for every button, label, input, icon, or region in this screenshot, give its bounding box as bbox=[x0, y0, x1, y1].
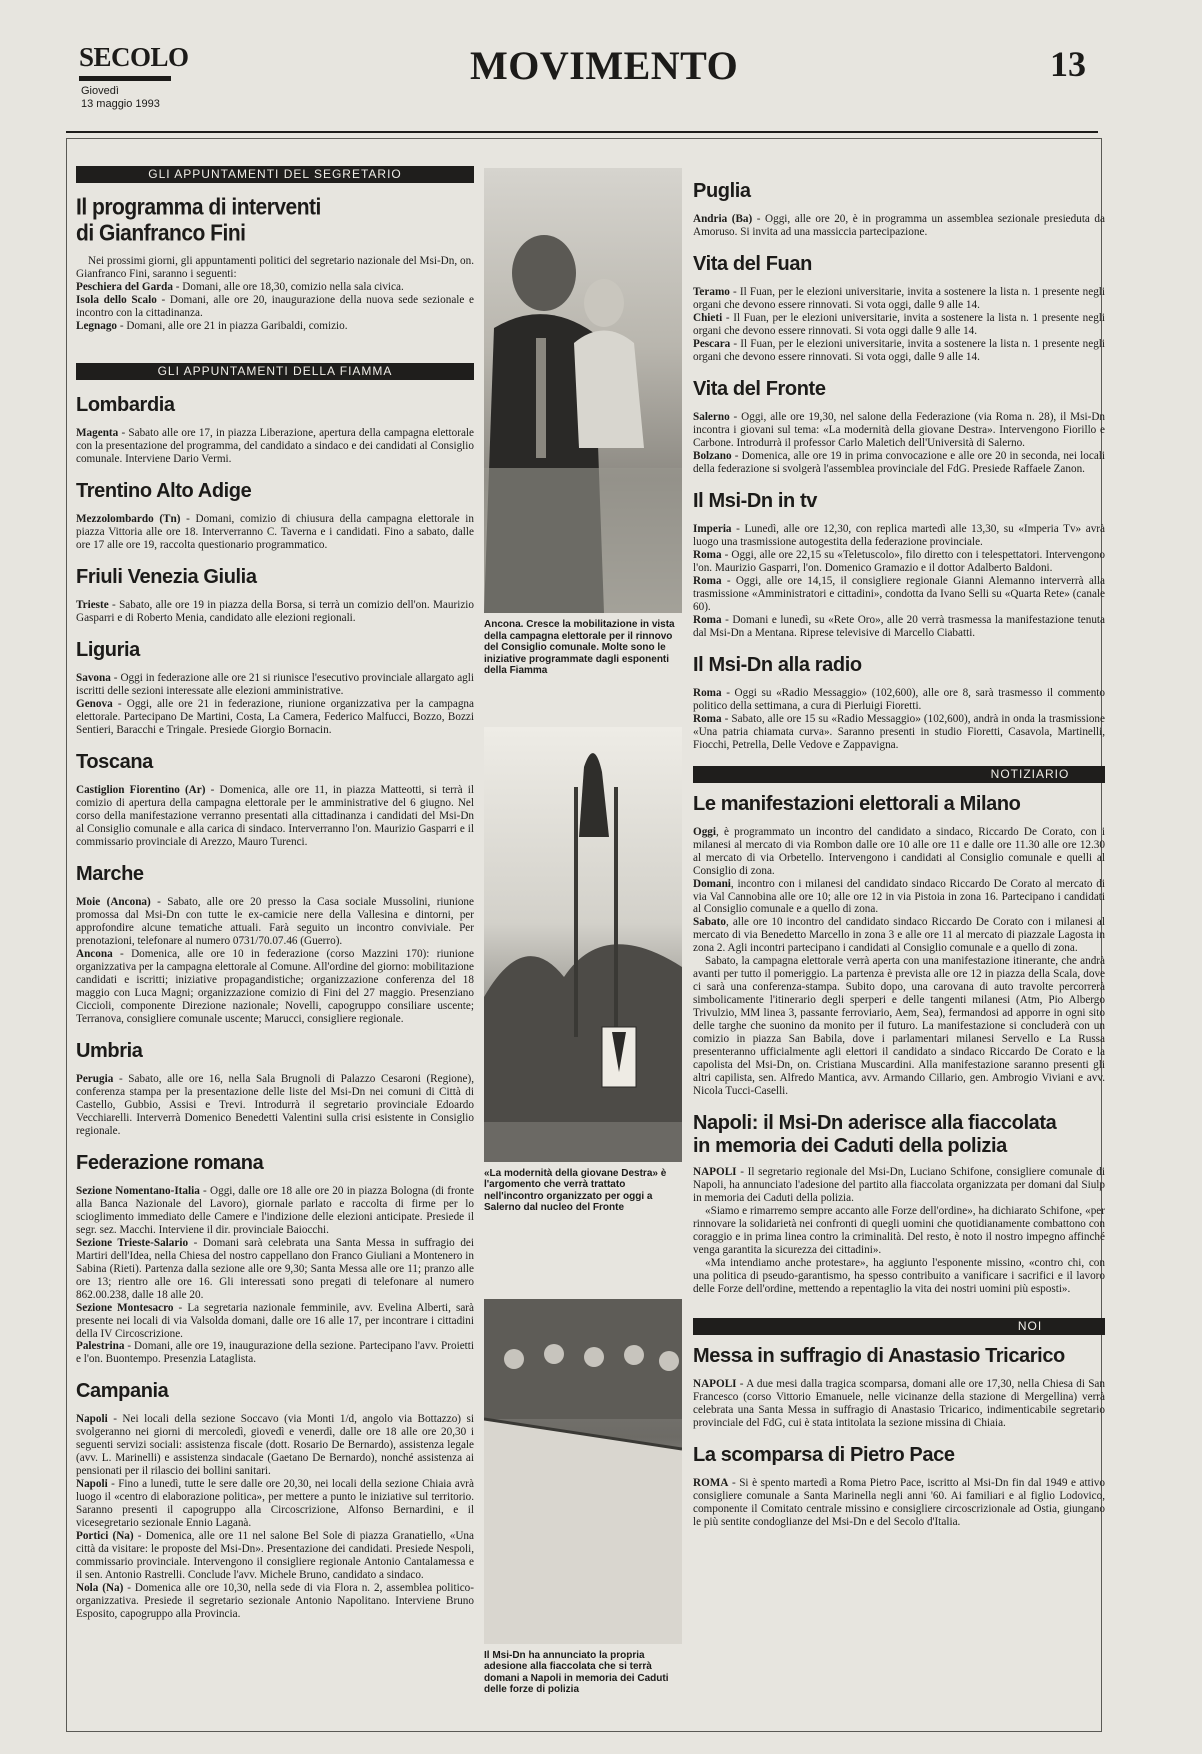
notice-item bbox=[76, 1582, 474, 1621]
notice-lead: Peschiera del Garda bbox=[76, 281, 173, 294]
band-noi bbox=[693, 1318, 1105, 1335]
notice-item bbox=[76, 1530, 474, 1582]
notice-lead: Roma bbox=[693, 548, 722, 561]
notice-item bbox=[76, 1237, 474, 1302]
band-fiamma: GLI APPUNTAMENTI DELLA FIAMMA bbox=[76, 363, 474, 380]
notice-text: - Fino a lunedì, tutte le sere dalle ore 20,30, nei locali della sezione Chiaia avrà luogo il «centro di elaborazione politica», per mettere a punto le iniziative sul territorio. Saranno presenti il capogruppo alla Circoscrizione, Alfonso Bernardini, e il vicesegretario sezionale Ennio Laganà. bbox=[76, 1478, 474, 1530]
notice-item bbox=[693, 312, 1105, 338]
notice-lead: Roma bbox=[693, 574, 722, 587]
notice-text: - Sabato, alle ore 15 su «Radio Messaggio» (102,600), andrà in onda la trasmissione «Una patria chiamata curva». Saranno presenti in studio Fioretti, Casavola, Martinelli, Fiocchi, Petrella, Delle Vedove e Zappavigna. bbox=[693, 712, 1105, 751]
notice-lead: Oggi bbox=[693, 825, 716, 838]
notice-item bbox=[76, 1073, 474, 1138]
notice-lead: Sabato bbox=[693, 916, 726, 929]
notice-item bbox=[693, 826, 1105, 878]
region-heading: Il Msi-Dn alla radio bbox=[693, 653, 862, 676]
notice-item bbox=[693, 338, 1105, 364]
notice-text: - Oggi, alle ore 22,15 su «Teletuscolo», filo diretto con i telespettatori. Intervengono l'on. Maurizio Gasparri, l'on. Domenico Gramazio e il dottor Adalberto Baldoni. bbox=[693, 548, 1105, 574]
notice-lead: Mezzolombardo (Tn) bbox=[76, 513, 181, 526]
photo-salerno-image bbox=[484, 727, 682, 1162]
page-number: 13 bbox=[1050, 44, 1086, 84]
photo-salerno bbox=[484, 727, 682, 1162]
notice-lead: Palestrina bbox=[76, 1340, 125, 1353]
notice-item bbox=[76, 1302, 474, 1341]
napoli-headline-line-2: in memoria dei Caduti della polizia bbox=[693, 1135, 1007, 1158]
napoli-paragraph-1 bbox=[693, 1166, 1105, 1205]
middle-column bbox=[484, 168, 682, 1723]
fini-headline bbox=[76, 195, 474, 247]
right-column bbox=[693, 166, 1105, 1721]
notice-lead: Roma bbox=[693, 686, 722, 699]
notice-lead: Genova bbox=[76, 698, 113, 711]
notice-item bbox=[76, 281, 474, 294]
notice-lead: Trieste bbox=[76, 599, 109, 612]
notice-text: - Domenica, alle ore 11, in piazza Matteotti, si terrà il comizio di apertura della campagna elettorale per le amministrative del 6 giugno. Nel corso della manifestazione verranno presentati alla cittadinanza i candidati del Msi-Dn al Consiglio comunale e alla carica di sindaco. Interverranno l'on. Maurizio Gasparri e il commissario provinciale di Arezzo, Mauro Turenci. bbox=[76, 783, 474, 848]
notice-text: - Sabato, alle ore 19 in piazza della Borsa, si terrà un comizio dell'on. Maurizio Gasparri e di Roberto Menia, candidato alle elezioni regionali. bbox=[76, 599, 474, 625]
notice-item bbox=[693, 687, 1105, 713]
notice-text: - Domani sarà celebrata una Santa Messa in suffragio dei Martiri dell'Idea, nella Chiesa del nostro cappellano don Franco Giuliani a Montenero in Sabina (Rieti). Partenza dalla sezione alle ore 9,30; Santa Messa alle ore 11; pranzo alle ore 13; rientro alle ore 16. Gli interessati sono pregati di telefonare al numero 862.00.238, dalle 18 alle 20. bbox=[76, 1236, 474, 1301]
notice-lead: Castiglion Fiorentino (Ar) bbox=[76, 783, 206, 796]
napoli-text-1: - Il segretario regionale del Msi-Dn, Luciano Schifone, consigliere comunale di Napoli, ha annunciato l'adesione del partito alla fiaccolata organizzata per domani dal Siulp in memoria dei Caduti della polizia. bbox=[693, 1166, 1105, 1205]
notice-item bbox=[693, 411, 1105, 450]
notice-item bbox=[76, 1478, 474, 1530]
notice-text: - Domani, alle ore 19, inaugurazione della sezione. Partecipano l'avv. Proietti e l'on. Buontempo. Presenzia Lataglista. bbox=[76, 1340, 474, 1366]
notice-lead: Nola (Na) bbox=[76, 1582, 124, 1595]
notice-text: - Oggi, alle ore 21 in federazione, riunione organizzativa per la campagna elettorale. Partecipano De Martini, Costa, La Camera, Federico Malfucci, Bozzo, Bozzi Sentieri, Baracchi e Tringale. Presiede Giorgio Bornacin. bbox=[76, 698, 474, 736]
band-segretario: GLI APPUNTAMENTI DEL SEGRETARIO bbox=[76, 166, 474, 183]
notice-text: - Lunedì, alle ore 12,30, con replica martedì alle 13,30, su «Imperia Tv» avrà luogo una trasmissione autogestita della federazione provinciale. bbox=[693, 522, 1105, 548]
notice-lead: Sezione Trieste-Salario bbox=[76, 1236, 189, 1249]
photo-ancona-image bbox=[484, 168, 682, 613]
milano-items bbox=[693, 826, 1105, 956]
notice-text: - Domani, alle ore 18,30, comizio nella sala civica. bbox=[172, 281, 404, 294]
day-label: Giovedì bbox=[81, 85, 119, 97]
notice-text: - Sabato, alle ore 16, nella Sala Brugnoli di Palazzo Cesaroni (Regione), conferenza stampa per la presentazione delle liste del Msi-Dn nei comuni di Città di Castello, Gubbio, Assisi e Trevi. Introdurrà il segretario provinciale Edoardo Vecchiarelli. Interverrà Domenico Benedetti Valentini sulla crisi esistente in Consiglio regionale. bbox=[76, 1072, 474, 1137]
notice-item bbox=[693, 916, 1105, 955]
notice-item bbox=[693, 575, 1105, 614]
notice-item bbox=[76, 896, 474, 948]
milano-headline: Le manifestazioni elettorali a Milano bbox=[693, 792, 1021, 815]
notice-text: - Oggi su «Radio Messaggio» (102,600), alle ore 8, sarà trasmesso il commento politico della settimana, a cura di Pierluigi Fioretti. bbox=[693, 686, 1105, 712]
fini-headline-line-1: Il programma di interventi bbox=[76, 195, 321, 220]
masthead-date bbox=[81, 85, 160, 110]
messa-headline: Messa in suffragio di Anastasio Tricarico bbox=[693, 1345, 1065, 1368]
notice-text: - Sabato alle ore 17, in piazza Liberazione, apertura della campagna elettorale con la presentazione del programma, del candidato a sindaco e dei candidati al Consiglio comunale. Interviene Dario Vermi. bbox=[76, 427, 474, 466]
region-heading: Friuli Venezia Giulia bbox=[76, 566, 257, 589]
notice-text: - Domani e lunedì, su «Rete Oro», alle 20 verrà trasmessa la manifestazione tenuta dal Msi-Dn a Mentana. Riprese televisive di Marcello Ciabatti. bbox=[693, 613, 1105, 639]
caption-napoli: Il Msi-Dn ha annunciato la propria adesione alla fiaccolata che si terrà domani a Napoli in memoria dei Caduti delle forze di polizia bbox=[484, 1649, 669, 1695]
date-label: 13 maggio 1993 bbox=[81, 97, 160, 110]
region-heading: Toscana bbox=[76, 750, 153, 773]
region-heading: Liguria bbox=[76, 639, 140, 662]
pace-paragraph bbox=[693, 1477, 1105, 1529]
notice-lead: Andria (Ba) bbox=[693, 213, 753, 225]
notice-text: - Nei locali della sezione Soccavo (via Monti 1/d, angolo via Bottazzo) si svolgeranno nei giorni di mercoledì, giovedì e venerdì, dalle ore 18 alle ore 20,30 i seguenti servizi sociali: assistenza fiscale (dott. Rosario De Bernardo), assistenza legale (avv. L. Marinelli) e assistenza sindacale (Gaetano De Bernardo), nonché assistenza ai pensionati per il rilascio dei bollini sanitari. bbox=[76, 1413, 474, 1478]
notice-text: , incontro con i milanesi del candidato sindaco Riccardo De Corato al mercato di via Val Cannobina alle ore 10; alle ore 12 in via Pistoia in zona 16. Partecipano i candidati al Consiglio comunale e a quello di zona. bbox=[693, 877, 1105, 916]
region-heading: Il Msi-Dn in tv bbox=[693, 489, 818, 512]
band-notiziario bbox=[693, 766, 1105, 783]
napoli-headline-line-1: Napoli: il Msi-Dn aderisce alla fiaccolata bbox=[693, 1112, 1057, 1135]
left-column bbox=[76, 166, 474, 1721]
notice-lead: Chieti bbox=[693, 311, 723, 324]
notice-item bbox=[76, 784, 474, 849]
notice-lead: Imperia bbox=[693, 522, 732, 535]
photo-ancona bbox=[484, 168, 682, 613]
notice-text: - Domenica alle ore 10,30, nella sede di via Flora n. 2, assemblea politico-organizzativa. Presiede il segretario sezionale Antonio Napolitano. Interviene Bruno Esposito, capogruppo alla Provincia. bbox=[76, 1582, 474, 1621]
region-heading: Puglia bbox=[693, 180, 751, 202]
pace-lead: ROMA bbox=[693, 1477, 729, 1490]
napoli-paragraph-3: «Ma intendiamo anche protestare», ha aggiunto l'esponente missino, «contro chi, con una politica di pseudo-garantismo, ha spesso contribuito a vanificare i sacrifici e il lavoro delle Forze dell'ordine, mettendo a repentaglio la vita dei nostri uomini più esposti». bbox=[693, 1257, 1105, 1296]
notice-text: - Oggi, alle ore 19,30, nel salone della Federazione (via Roma n. 28), il Msi-Dn incontra i giovani sul tema: «La modernità della giovane Destra». Intervengono Fiorillo e Carbone. Introdurrà il professor Carlo Maletich dell'Università di Salerno. bbox=[693, 410, 1105, 449]
milano-paragraph: Sabato, la campagna elettorale verrà aperta con una manifestazione itinerante, che andrà avanti per tutto il pomeriggio. La partenza è prevista alle ore 12 in piazza della Scala, dove ci sarà una conferenza-stampa. Subito dopo, una carovana di auto travolte percorrerà simbolicamente l'itinerario degli sperperi e delle tangenti milanesi (Atm, Pio Albergo Trivulzio, MM linea 3, passante ferroviario, Aem, Sea), fermandosi ad apporre in ogni sito delle targhe che suonino da monito per il futuro. La manifestazione si concluderà con un comizio in piazza San Babila, dove i parlamentari milanesi Servello e La Russa presenteranno ufficialmente agli elettori il candidato a sindaco Riccardo De Corato e la capolista del Msi-Dn, on. Cristiana Muscardini. Alla manifestazione saranno presenti gli altri capilista, sen. Alfredo Mantica, avv. Armando Cillario, gen. Ambrogio Viviani e avv. Nicola Tucci-Caselli. bbox=[693, 955, 1105, 1098]
notice-lead: Napoli bbox=[76, 1413, 108, 1426]
notice-item bbox=[76, 599, 474, 625]
notice-item bbox=[76, 948, 474, 1026]
notice-text: - Oggi, dalle ore 18 alle ore 20 in piazza Bologna (di fronte alla Banca Nazionale del Lavoro), giornale parlato e raccolta di firme per lo scioglimento immediato delle Camere e l'indizione delle elezioni anticipate. Presiede il segr. sez. Macchi. Interviene il dir. provinciale Baiocchi. bbox=[76, 1184, 474, 1236]
fini-items bbox=[76, 281, 474, 333]
messa-lead: NAPOLI bbox=[693, 1378, 737, 1391]
pace-headline: La scomparsa di Pietro Pace bbox=[693, 1444, 955, 1467]
notice-text: - Domani, alle ore 20, inaugurazione della nuova sede sezionale e incontro con la cittadinanza. bbox=[76, 294, 474, 320]
notice-lead: Perugia bbox=[76, 1072, 114, 1085]
messa-paragraph bbox=[693, 1378, 1105, 1430]
region-heading: Marche bbox=[76, 862, 144, 885]
notice-lead: Sezione Nomentano-Italia bbox=[76, 1184, 200, 1197]
notice-item bbox=[76, 427, 474, 466]
notice-item bbox=[76, 1185, 474, 1237]
notice-text: - Domenica, alle ore 19 in prima convocazione e alle ore 20 in seconda, nei locali della federazione si svolgerà l'assemblea provinciale del FdG. Presiede Raffaele Zanon. bbox=[693, 449, 1105, 475]
photo-napoli bbox=[484, 1299, 682, 1644]
region-heading: Campania bbox=[76, 1380, 169, 1403]
notice-text: - Domani, comizio di chiusura della campagna elettorale in piazza Vittoria alle ore 18. Interverranno C. Taverna e i candidati. Fino a sabato, dalle ore 17 alle ore 19, raccolta questionario programmatico. bbox=[76, 513, 474, 552]
band-notiziario-label: NOTIZIARIO bbox=[955, 766, 1105, 783]
notice-item bbox=[693, 614, 1105, 640]
region-heading: Vita del Fuan bbox=[693, 252, 812, 275]
notice-lead: Legnago bbox=[76, 320, 118, 333]
notice-lead: Savona bbox=[76, 672, 111, 685]
notice-text: - Il Fuan, per le elezioni universitarie, invita a sostenere la lista n. 1 presente negli organi che devono essere rinnovati. Si vota oggi dalle 9 alle 14. bbox=[693, 311, 1105, 337]
notice-item bbox=[76, 698, 474, 737]
notice-text: - Il Fuan, per le elezioni universitarie, invita a sostenere la lista n. 1 presente negli organi che devono essere rinnovati. Si vota oggi, dalle 9 alle 14. bbox=[693, 337, 1105, 363]
napoli-lead: NAPOLI bbox=[693, 1166, 737, 1179]
region-heading: Federazione romana bbox=[76, 1151, 264, 1174]
notice-text: - Domani, alle ore 21 in piazza Garibaldi, comizio. bbox=[117, 320, 348, 333]
fini-intro: Nei prossimi giorni, gli appuntamenti politici del segretario nazionale del Msi-Dn, on. Gianfranco Fini, saranno i seguenti: bbox=[76, 255, 474, 281]
notice-item bbox=[693, 523, 1105, 549]
notice-text: - Oggi, alle ore 14,15, il consigliere regionale Gianni Alemanno interverrà alla trasmissione «Amministratori e cittadini», condotta da Ivano Selli su «Quarta Rete» (canale 60). bbox=[693, 574, 1105, 613]
notice-lead: Salerno bbox=[693, 410, 730, 423]
notice-lead: Portici (Na) bbox=[76, 1530, 134, 1543]
notice-item bbox=[76, 1340, 474, 1366]
notice-lead: Roma bbox=[693, 712, 722, 725]
region-heading: Umbria bbox=[76, 1039, 143, 1062]
left-sections bbox=[76, 394, 474, 1621]
masthead-bar bbox=[79, 76, 171, 81]
notice-lead: Moie (Ancona) bbox=[76, 895, 151, 908]
caption-ancona: Ancona. Cresce la mobilitazione in vista della campagna elettorale per il rinnovo del Consiglio comunale. Molte sono le iniziative programmate dagli esponenti della Fiamma bbox=[484, 619, 675, 676]
notice-item bbox=[693, 450, 1105, 476]
masthead-rule bbox=[66, 131, 1098, 133]
notice-item bbox=[693, 713, 1105, 752]
messa-text: - A due mesi dalla tragica scomparsa, domani alle ore 17,30, nella Chiesa di San Francesco (corso Vittorio Emanuele, nelle vicinanze della stazione di Mergellina) verrà celebrata una Santa Messa in suffragio di Anastasio Tricarico, indimenticabile segretario provinciale del FdG, cui è stata intitolata la sezione missina di Chiaia. bbox=[693, 1378, 1105, 1430]
region-heading: Lombardia bbox=[76, 394, 175, 417]
notice-lead: Bolzano bbox=[693, 449, 732, 462]
notice-lead: Roma bbox=[693, 613, 722, 626]
notice-lead: Magenta bbox=[76, 427, 119, 440]
pace-text: - Si è spento martedì a Roma Pietro Pace, iscritto al Msi-Dn fin dal 1949 e attivo consigliere comunale a Santa Marinella negli anni '60. Ai familiari e al figlio Lodovico, componente il Comitato centrale missino e consigliere circoscrizionale ad Ostia, giungano le più sentite condoglianze del Msi-Dn e del Secolo d'Italia. bbox=[693, 1477, 1105, 1528]
notice-text: - Sabato, alle ore 20 presso la Casa sociale Mussolini, riunione promossa dal Msi-Dn con tutte le ex-camicie nere della Vallesina e dintorni, per approfondire alcune tematiche attuali. Farà seguito un incontro conviviale. Per prenotazioni, telefonare al numero 0731/70.07.46 (Guerro). bbox=[76, 895, 474, 947]
notice-text: - Domenica, alle ore 10 in federazione (corso Mazzini 170): riunione organizzativa per la campagna elettorale al Comune. All'ordine del giorno: mobilitazione candidati e iscritti; iniziative propagandistiche; organizzazione conferenza del 18 maggio con Luca Magni; organizzazione comizio di Fini del 27 maggio. Presenziano Ciccioli, componente Direzione nazionale; Novelli, capogruppo consiliare uscente; Terranova, consigliere comunale uscente; Marucci, consigliere regionale. bbox=[76, 947, 474, 1025]
notice-item bbox=[76, 513, 474, 552]
notice-text: , alle ore 10 incontro del candidato sindaco Riccardo De Corato con i milanesi al mercato di via Benedetto Marcello in zona 3 e alle ore 11 al mercato di piazzale Lagosta in zona 2. Agli incontri partecipano i candidati al Consiglio comunale e a quello di zona. bbox=[693, 916, 1105, 955]
caption-salerno: «La modernità della giovane Destra» è l'argomento che verrà trattato nell'incontro organizzato per oggi a Salerno dal nucleo del Fronte bbox=[484, 1167, 667, 1213]
napoli-paragraph-2: «Siamo e rimarremo sempre accanto alle Forze dell'ordine», ha dichiarato Schifone, «per rinnovare la solidarietà nei confronti di quegli uomini che quotidianamente combattono con coraggio e in prima linea contro la criminalità. Del resto, è noto il nostro impegno affinché venga garantita la sicurezza dei cittadini». bbox=[693, 1205, 1105, 1257]
notice-lead: Teramo bbox=[693, 285, 730, 298]
region-heading: Vita del Fronte bbox=[693, 377, 826, 400]
fini-headline-line-2: di Gianfranco Fini bbox=[76, 221, 246, 246]
notice-lead: Pescara bbox=[693, 337, 731, 350]
notice-text: - Oggi, alle ore 20, è in programma un assemblea sezionale presieduta da Amoruso. Si invita ad una massiccia partecipazione. bbox=[693, 213, 1105, 238]
notice-text: , è programmato un incontro del candidato a sindaco, Riccardo De Corato, con i milanesi al mercato di via Rombon dalle ore 10 alle ore 11 e dalle ore 11.30 alle ore 12.30 al mercato di via Orbetello. Intervengono i candidati al Consiglio comunale e quelli al Consiglio di zona. bbox=[693, 825, 1105, 877]
notice-item bbox=[693, 286, 1105, 312]
notice-item bbox=[693, 213, 1105, 239]
notice-lead: Domani bbox=[693, 877, 731, 890]
section-title: MOVIMENTO bbox=[470, 43, 739, 88]
notice-item bbox=[76, 294, 474, 320]
notice-item bbox=[76, 320, 474, 333]
notice-text: - Il Fuan, per le elezioni universitarie, invita a sostenere la lista n. 1 presente negli organi che devono essere rinnovati. Si vota oggi, dalle 9 alle 14. bbox=[693, 285, 1105, 311]
notice-lead: Isola dello Scalo bbox=[76, 294, 157, 307]
right-sections bbox=[693, 180, 1105, 752]
notice-item bbox=[693, 878, 1105, 917]
napoli-headline bbox=[693, 1112, 1105, 1158]
photo-napoli-image bbox=[484, 1299, 682, 1644]
notice-text: - La segretaria nazionale femminile, avv. Evelina Alberti, sarà presente nei locali di via Valsolda domani, dalle ore 16 alle 17, per incontrare i cittadini della IV Circoscrizione. bbox=[76, 1301, 474, 1340]
notice-item bbox=[76, 1413, 474, 1478]
notice-text: - Oggi in federazione alle ore 21 si riunisce l'esecutivo provinciale allargato agli iscritti delle sezioni interessate alle elezioni amministrative. bbox=[76, 672, 474, 698]
newspaper-name: SECOLO bbox=[79, 42, 189, 72]
notice-item bbox=[693, 549, 1105, 575]
notice-item bbox=[76, 672, 474, 698]
notice-lead: Ancona bbox=[76, 947, 113, 960]
notice-lead: Sezione Montesacro bbox=[76, 1301, 174, 1314]
band-noi-label: NOI bbox=[955, 1318, 1105, 1335]
notice-lead: Napoli bbox=[76, 1478, 108, 1491]
region-heading: Trentino Alto Adige bbox=[76, 480, 252, 503]
notice-text: - Domenica, alle ore 11 nel salone Bel Sole di piazza Granatiello, «Una città da visitare: le proposte del Msi-Dn». Presentazione dei candidati. Presiede Nespoli, commissario provinciale. Intervengono il consigliere regionale Antonio Cantalamessa e il sen. Antonio Rastrelli. Conclude l'avv. Michele Bruno, candidato a sindaco. bbox=[76, 1530, 474, 1582]
